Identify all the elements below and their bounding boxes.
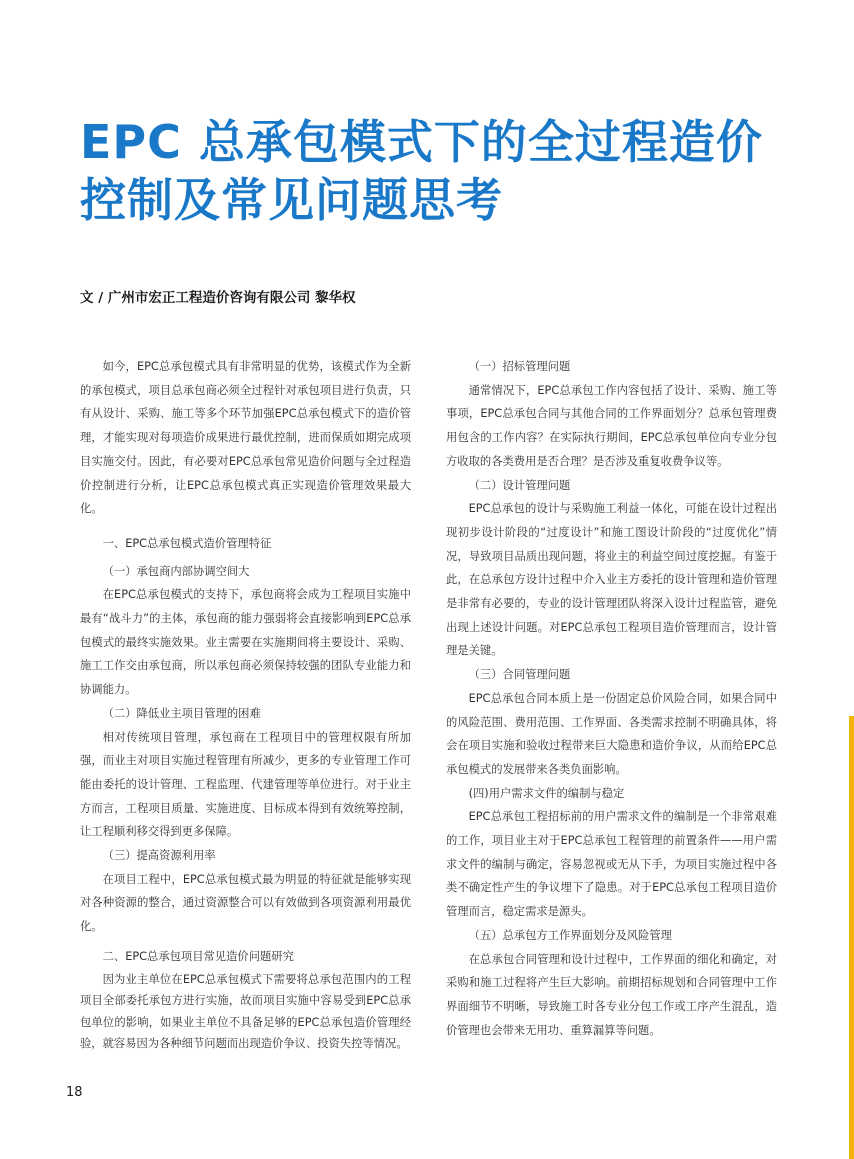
title-line-2: 控制及常见问题思考: [80, 173, 503, 227]
right-column: [446, 355, 777, 1042]
subsection-heading: （三）提高资源利用率: [102, 849, 216, 863]
article-title: [80, 113, 820, 229]
subsection-heading: （一）承包商内部协调空间大: [102, 564, 250, 578]
accent-side-bar: [849, 716, 854, 1159]
body-paragraph: EPC总承包工程招标前的用户需求文件的编制是一个非常艰难的工作，项目业主对于EPC总承包工程管理的前置条件——用户需求文件的编制与确定，容易忽视或无从下手，为项目实施过程中各类不确定性产生的争议埋下了隐患。对于EPC总承包工程项目造价管理而言，稳定需求是源头。: [446, 810, 777, 919]
subsection-heading: （一）招标管理问题: [468, 360, 571, 373]
title-line-1: EPC 总承包模式下的全过程造价: [80, 115, 763, 169]
page-number: 18: [66, 1085, 83, 1100]
body-paragraph: 在项目工程中，EPC总承包模式最为明显的特征就是能够实现对各种资源的整合，通过资源整合可以有效做到各项资源利用最优化。: [80, 872, 411, 934]
author-byline: 文 / 广州市宏正工程造价咨询有限公司 黎华权: [80, 290, 356, 306]
subsection-heading: （二）设计管理问题: [468, 478, 571, 492]
subsection-heading: (四)用户需求文件的编制与稳定: [468, 786, 625, 800]
left-column: [80, 355, 411, 1055]
subsection-heading: （五）总承包方工作界面划分及风险管理: [468, 928, 672, 942]
intro-paragraph: 如今，EPC总承包模式具有非常明显的优势，该模式作为全新的承包模式，项目总承包商必须全过程针对承包项目进行负责，只有从设计、采购、施工等多个环节加强EPC总承包模式下的造价管理，才能实现对每项造价成果进行最优控制，进而保质如期完成项目实施交付。因此，有必要对EPC总承包常见造价问题与全过程造价控制进行分析，让EPC总承包模式真正实现造价管理效果最大化。: [80, 360, 411, 516]
body-paragraph: 因为业主单位在EPC总承包模式下需要将总承包范围内的工程项目全部委托承包方进行实施，故而项目实施中容易受到EPC总承包单位的影响，如果业主单位不具备足够的EPC总承包造价管理经验，就容易因为各种细节问题而出现造价争议、投资失控等情况。: [80, 972, 411, 1051]
body-paragraph: 在总承包合同管理和设计过程中，工作界面的细化和确定，对采购和施工过程将产生巨大影响。前期招标规划和合同管理中工作界面细节不明晰，导致施工时各专业分包工作或工序产生混乱，造价管理也会带来无用功、重算漏算等问题。: [446, 952, 777, 1037]
body-paragraph: 通常情况下，EPC总承包工作内容包括了设计、采购、施工等事项，EPC总承包合同与其他合同的工作界面划分？总承包管理费用包含的工作内容？在实际执行期间，EPC总承包单位向专业分包方收取的各类费用是否合理？是否涉及重复收费争议等。: [446, 383, 777, 468]
subsection-heading: （二）降低业主项目管理的困难: [102, 706, 261, 720]
subsection-heading: （三）合同管理问题: [468, 668, 571, 682]
body-paragraph: 相对传统项目管理，承包商在工程项目中的管理权限有所加强，而业主对项目实施过程管理有所减少，更多的专业管理工作可能由委托的设计管理、工程监理、代建管理等单位进行。对于业主方而言，工程项目质量、实施进度、目标成本得到有效统筹控制，让工程顺利移交得到更多保障。: [80, 730, 411, 839]
body-paragraph: EPC总承包合同本质上是一份固定总价风险合同，如果合同中的风险范围、费用范围、工作界面、各类需求控制不明确具体，将会在项目实施和验收过程带来巨大隐患和造价争议，从而给EPC总承包模式的发展带来各类负面影响。: [446, 691, 777, 776]
section-heading-2: 二、EPC总承包项目常见造价问题研究: [102, 949, 294, 963]
body-paragraph: 在EPC总承包模式的支持下，承包商将会成为工程项目实施中最有“战斗力”的主体，承包商的能力强弱将会直接影响到EPC总承包模式的最终实施效果。业主需要在实施期间将主要设计、采购、施工工作交由承包商，所以承包商必须保持较强的团队专业能力和协调能力。: [80, 588, 411, 697]
body-paragraph: EPC总承包的设计与采购施工利益一体化，可能在设计过程出现初步设计阶段的“过度设计”和施工图设计阶段的“过度优化”情况，导致项目品质出现问题，将业主的利益空间过度挖掘。有鉴于此，在总承包方设计过程中介入业主方委托的设计管理和造价管理是非常有必要的，专业的设计管理团队将深入设计过程监管，避免出现上述设计问题。对EPC总承包工程项目造价管理而言，设计管理是关键。: [446, 502, 777, 658]
section-heading-1: 一、EPC总承包模式造价管理特征: [102, 536, 272, 550]
